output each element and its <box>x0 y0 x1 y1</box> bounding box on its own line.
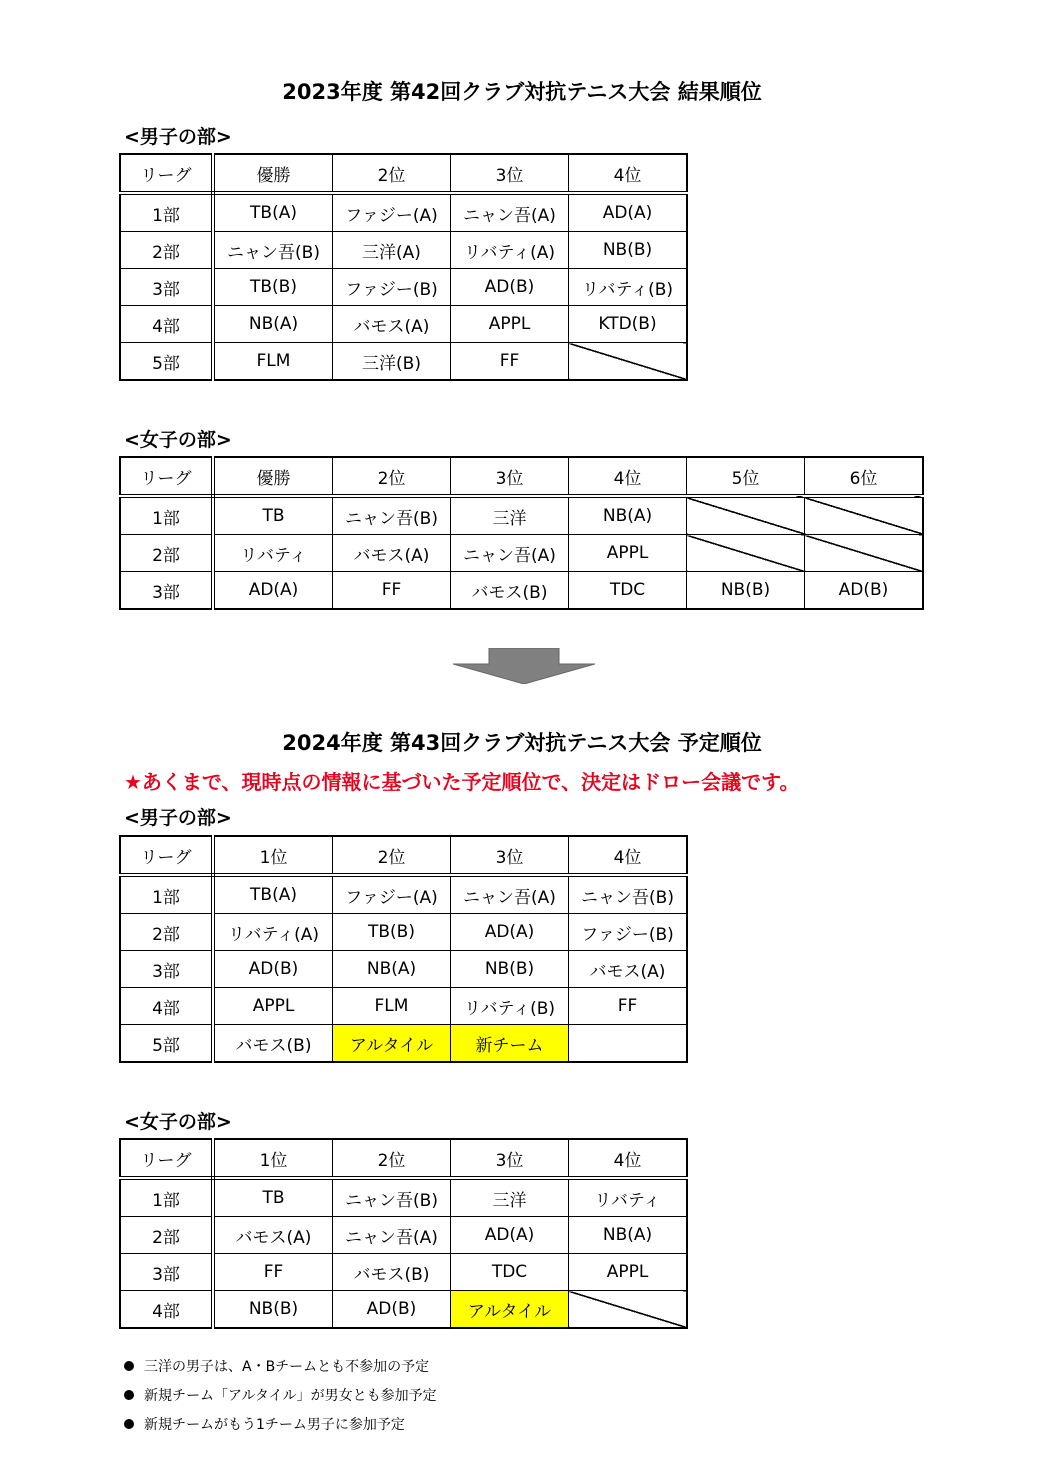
team-cell: 三洋 <box>451 496 569 535</box>
team-cell: リバティ(B) <box>451 988 569 1025</box>
table-row <box>120 1254 687 1291</box>
list-item <box>124 1409 437 1438</box>
team-cell: ニャン吾(B) <box>333 496 451 535</box>
team-cell: AD(A) <box>451 914 569 951</box>
table-row <box>120 232 687 269</box>
team-cell: FF <box>451 343 569 381</box>
league-cell: 4部 <box>120 1291 213 1329</box>
header-cell: 6位 <box>805 457 924 496</box>
table-header-row <box>120 154 687 193</box>
team-cell: TB(A) <box>213 193 333 232</box>
team-cell: TB(A) <box>213 875 333 914</box>
team-cell: バモス(A) <box>213 1217 333 1254</box>
table-row <box>120 193 687 232</box>
team-cell: AD(B) <box>805 572 924 610</box>
header-cell: 4位 <box>569 154 688 193</box>
team-cell: NB(A) <box>213 306 333 343</box>
section-men-2024: <男子の部> <box>124 807 232 829</box>
header-cell: 3位 <box>451 836 569 875</box>
header-cell: 5位 <box>687 457 805 496</box>
header-cell: 優勝 <box>213 154 333 193</box>
results-2023-men-table <box>119 153 688 381</box>
team-cell: 三洋 <box>451 1178 569 1217</box>
table-row <box>120 269 687 306</box>
empty-cell <box>805 535 924 572</box>
team-cell: ニャン吾(A) <box>451 875 569 914</box>
table-row <box>120 496 923 535</box>
header-cell: リーグ <box>120 836 213 875</box>
team-cell: TB(B) <box>333 914 451 951</box>
team-cell: APPL <box>213 988 333 1025</box>
league-cell: 2部 <box>120 232 213 269</box>
table-row <box>120 343 687 381</box>
team-cell: リバティ(A) <box>451 232 569 269</box>
team-cell: TDC <box>451 1254 569 1291</box>
blank-cell <box>569 1025 688 1063</box>
team-cell: FLM <box>333 988 451 1025</box>
plan-2024-men-table <box>119 835 688 1063</box>
table-header-row <box>120 836 687 875</box>
team-cell: NB(B) <box>569 232 688 269</box>
header-cell: 3位 <box>451 154 569 193</box>
section-men-2023: <男子の部> <box>124 126 232 148</box>
team-cell: バモス(A) <box>333 306 451 343</box>
table-header-row <box>120 1139 687 1178</box>
team-cell: バモス(A) <box>569 951 688 988</box>
header-cell: 3位 <box>451 1139 569 1178</box>
team-cell: AD(B) <box>213 951 333 988</box>
league-cell: 2部 <box>120 914 213 951</box>
team-cell: バモス(B) <box>213 1025 333 1063</box>
header-cell: 3位 <box>451 457 569 496</box>
bullet-icon <box>124 1361 134 1371</box>
team-cell: NB(A) <box>333 951 451 988</box>
notes-list <box>124 1351 437 1438</box>
team-cell-highlighted: 新チーム <box>451 1025 569 1063</box>
team-cell: TB(B) <box>213 269 333 306</box>
list-item <box>124 1351 437 1380</box>
team-cell: KTD(B) <box>569 306 688 343</box>
team-cell-highlighted: アルタイル <box>333 1025 451 1063</box>
league-cell: 1部 <box>120 496 213 535</box>
table-row <box>120 306 687 343</box>
team-cell: FLM <box>213 343 333 381</box>
empty-cell <box>687 535 805 572</box>
header-cell: 4位 <box>569 457 687 496</box>
league-cell: 1部 <box>120 193 213 232</box>
section-women-2024: <女子の部> <box>124 1111 232 1133</box>
team-cell: NB(A) <box>569 1217 688 1254</box>
note-text: 新規チームがもう1チーム男子に参加予定 <box>144 1416 405 1433</box>
header-cell: 4位 <box>569 1139 688 1178</box>
team-cell: バモス(B) <box>451 572 569 610</box>
header-cell: リーグ <box>120 1139 213 1178</box>
league-cell: 4部 <box>120 306 213 343</box>
down-arrow-icon <box>453 648 595 684</box>
league-cell: 1部 <box>120 875 213 914</box>
team-cell: ニャン吾(B) <box>333 1178 451 1217</box>
note-text: 新規チーム「アルタイル」が男女とも参加予定 <box>144 1387 437 1404</box>
team-cell: 三洋(B) <box>333 343 451 381</box>
league-cell: 4部 <box>120 988 213 1025</box>
league-cell: 2部 <box>120 1217 213 1254</box>
table-row <box>120 1291 687 1329</box>
table-row <box>120 988 687 1025</box>
header-cell: リーグ <box>120 457 213 496</box>
empty-cell <box>569 343 688 381</box>
team-cell: NB(B) <box>451 951 569 988</box>
team-cell: リバティ <box>569 1178 688 1217</box>
league-cell: 2部 <box>120 535 213 572</box>
section-women-2023: <女子の部> <box>124 429 232 451</box>
team-cell: FF <box>333 572 451 610</box>
team-cell: AD(B) <box>451 269 569 306</box>
note-text: 三洋の男子は、A・Bチームとも不参加の予定 <box>144 1358 430 1375</box>
team-cell: ニャン吾(A) <box>451 193 569 232</box>
empty-cell <box>569 1291 688 1329</box>
header-cell: 1位 <box>213 1139 333 1178</box>
league-cell: 3部 <box>120 269 213 306</box>
header-cell: 優勝 <box>213 457 333 496</box>
header-cell: 2位 <box>333 1139 451 1178</box>
table-row <box>120 914 687 951</box>
team-cell: リバティ <box>213 535 333 572</box>
team-cell: 三洋(A) <box>333 232 451 269</box>
team-cell: NB(B) <box>687 572 805 610</box>
table-row <box>120 875 687 914</box>
team-cell: ニャン吾(B) <box>213 232 333 269</box>
team-cell: ファジー(B) <box>333 269 451 306</box>
team-cell: APPL <box>451 306 569 343</box>
team-cell: APPL <box>569 1254 688 1291</box>
league-cell: 3部 <box>120 572 213 610</box>
notice-text: ★あくまで、現時点の情報に基づいた予定順位で、決定はドロー会議です。 <box>124 770 800 794</box>
table-row <box>120 951 687 988</box>
team-cell: リバティ(A) <box>213 914 333 951</box>
league-cell: 3部 <box>120 1254 213 1291</box>
team-cell: AD(A) <box>213 572 333 610</box>
team-cell: AD(A) <box>451 1217 569 1254</box>
team-cell: バモス(B) <box>333 1254 451 1291</box>
header-cell: 4位 <box>569 836 688 875</box>
team-cell: バモス(A) <box>333 535 451 572</box>
team-cell: FF <box>569 988 688 1025</box>
team-cell: TB <box>213 1178 333 1217</box>
league-cell: 3部 <box>120 951 213 988</box>
results-2023-women-table <box>119 456 924 610</box>
list-item <box>124 1380 437 1409</box>
table-row <box>120 572 923 610</box>
team-cell: ニャン吾(A) <box>333 1217 451 1254</box>
league-cell: 5部 <box>120 343 213 381</box>
table-row <box>120 535 923 572</box>
team-cell: TDC <box>569 572 687 610</box>
header-cell: 2位 <box>333 836 451 875</box>
title-2023: 2023年度 第42回クラブ対抗テニス大会 結果順位 <box>282 80 762 104</box>
table-row <box>120 1217 687 1254</box>
header-cell: 2位 <box>333 154 451 193</box>
header-cell: 2位 <box>333 457 451 496</box>
league-cell: 1部 <box>120 1178 213 1217</box>
empty-cell <box>687 496 805 535</box>
team-cell: NB(A) <box>569 496 687 535</box>
team-cell: AD(B) <box>333 1291 451 1329</box>
team-cell: NB(B) <box>213 1291 333 1329</box>
team-cell: APPL <box>569 535 687 572</box>
team-cell: ニャン吾(B) <box>569 875 688 914</box>
title-2024: 2024年度 第43回クラブ対抗テニス大会 予定順位 <box>282 731 762 755</box>
table-row <box>120 1178 687 1217</box>
team-cell: AD(A) <box>569 193 688 232</box>
empty-cell <box>805 496 924 535</box>
plan-2024-women-table <box>119 1138 688 1329</box>
bullet-icon <box>124 1419 134 1429</box>
team-cell: ファジー(B) <box>569 914 688 951</box>
team-cell: ファジー(A) <box>333 875 451 914</box>
header-cell: リーグ <box>120 154 213 193</box>
header-cell: 1位 <box>213 836 333 875</box>
team-cell-highlighted: アルタイル <box>451 1291 569 1329</box>
bullet-icon <box>124 1390 134 1400</box>
team-cell: FF <box>213 1254 333 1291</box>
league-cell: 5部 <box>120 1025 213 1063</box>
table-header-row <box>120 457 923 496</box>
table-row <box>120 1025 687 1063</box>
team-cell: ファジー(A) <box>333 193 451 232</box>
team-cell: ニャン吾(A) <box>451 535 569 572</box>
team-cell: TB <box>213 496 333 535</box>
team-cell: リバティ(B) <box>569 269 688 306</box>
